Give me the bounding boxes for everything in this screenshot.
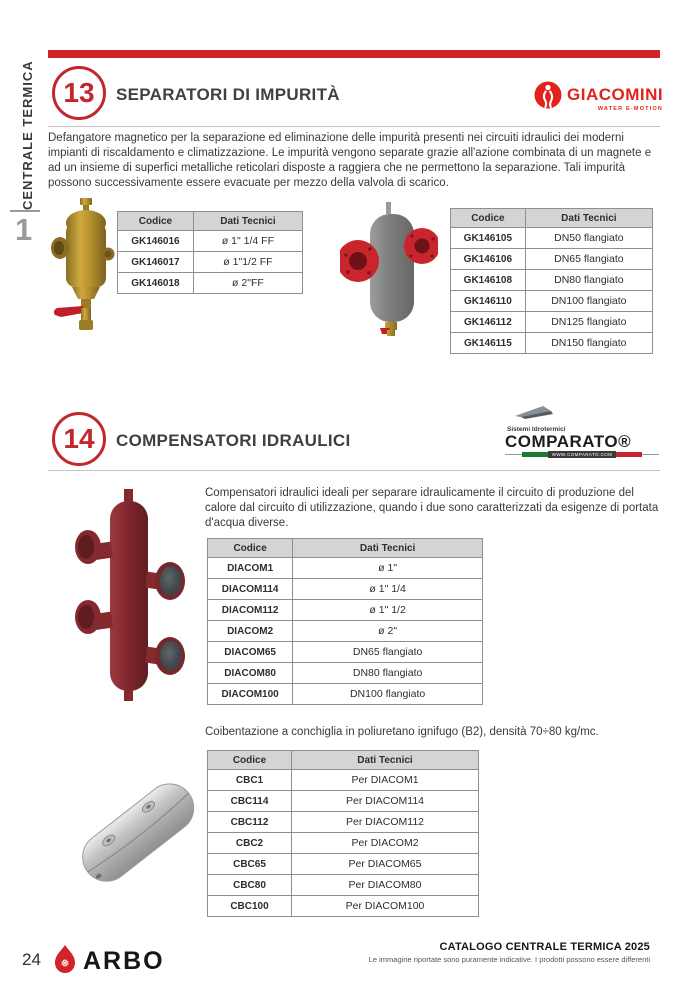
dati-tecnici-cell: ø 1" 1/4 FF — [193, 231, 302, 252]
dati-tecnici-cell: DN50 flangiato — [525, 228, 652, 249]
codice-cell: GK146115 — [451, 333, 526, 354]
codice-cell: CBC114 — [208, 791, 292, 812]
table-row — [208, 558, 483, 579]
giacomini-name: GIACOMINI — [567, 85, 664, 104]
arbo-logo — [52, 944, 165, 979]
codice-cell: CBC2 — [208, 833, 292, 854]
section-13-description: Defangatore magnetico per la separazione ed eliminazione delle impurità presenti nei circuiti idraulici dei moderni impianti di riscaldamento e climatizzazione. Le impurità vengono separate grazie all'azione combinata di un magnete e ad un insieme di superfici metalliche reticolari disposte a raggiera che ne permettono la separazione. Tali impurità possono successivamente essere evacuate per mezzo della valvola di scarico. — [48, 132, 652, 189]
dati-tecnici-cell: Per DIACOM114 — [292, 791, 479, 812]
footer-info — [340, 941, 650, 964]
dati-tecnici-cell: Per DIACOM2 — [292, 833, 479, 854]
svg-text:❅: ❅ — [60, 958, 70, 970]
stripe-red — [616, 452, 642, 457]
stripe-line-left — [505, 454, 522, 455]
codice-cell: CBC100 — [208, 896, 292, 917]
dati-tecnici-cell: ø 1" 1/4 — [293, 579, 483, 600]
section-14-title: COMPENSATORI IDRAULICI — [116, 431, 351, 450]
codice-cell: GK146018 — [118, 273, 194, 294]
dati-tecnici-cell: DN125 flangiato — [525, 312, 652, 333]
table-row — [208, 642, 483, 663]
dati-tecnici-cell: ø 1"1/2 FF — [193, 252, 302, 273]
catalog-title: CATALOGO CENTRALE TERMICA 2025 — [439, 941, 650, 953]
codice-cell: DIACOM112 — [208, 600, 293, 621]
section-13-divider — [48, 126, 660, 127]
section-14-divider — [48, 470, 660, 471]
comparato-logo — [505, 405, 659, 458]
comparato-name: COMPARATO® — [505, 432, 632, 451]
table-row — [208, 621, 483, 642]
codice-cell: DIACOM2 — [208, 621, 293, 642]
product-image-flanged-separator — [340, 198, 438, 341]
column-header: Dati Tecnici — [525, 209, 652, 228]
column-header: Dati Tecnici — [292, 751, 479, 770]
section-13-title: SEPARATORI DI IMPURITÀ — [116, 85, 340, 104]
table-row — [208, 875, 479, 896]
giacomini-logo — [533, 80, 664, 117]
dati-tecnici-cell: Per DIACOM80 — [292, 875, 479, 896]
table-cbc — [207, 750, 479, 917]
table-diacom — [207, 538, 483, 705]
table-row — [451, 291, 653, 312]
column-header: Dati Tecnici — [193, 212, 302, 231]
codice-cell: DIACOM65 — [208, 642, 293, 663]
codice-cell: GK146016 — [118, 231, 194, 252]
codice-cell: GK146110 — [451, 291, 526, 312]
codice-cell: GK146105 — [451, 228, 526, 249]
dati-tecnici-cell: DN100 flangiato — [293, 684, 483, 705]
dati-tecnici-cell: Per DIACOM112 — [292, 812, 479, 833]
comparato-flag-stripe — [505, 451, 659, 458]
table-row — [118, 252, 303, 273]
table-row — [208, 600, 483, 621]
table-header-row — [451, 209, 653, 228]
table-row — [451, 312, 653, 333]
comparato-pretitle: Sistemi Idrotermici — [507, 426, 566, 433]
table-separators-flanged — [450, 208, 653, 354]
codice-cell: DIACOM114 — [208, 579, 293, 600]
codice-cell: DIACOM100 — [208, 684, 293, 705]
table-header-row — [118, 212, 303, 231]
dati-tecnici-cell: ø 1" 1/2 — [293, 600, 483, 621]
table-separators-threaded — [117, 211, 303, 294]
column-header: Codice — [208, 539, 293, 558]
codice-cell: CBC112 — [208, 812, 292, 833]
codice-cell: GK146108 — [451, 270, 526, 291]
codice-cell: GK146106 — [451, 249, 526, 270]
codice-cell: DIACOM1 — [208, 558, 293, 579]
dati-tecnici-cell: Per DIACOM1 — [292, 770, 479, 791]
table-header-row — [208, 751, 479, 770]
dati-tecnici-cell: Per DIACOM100 — [292, 896, 479, 917]
dati-tecnici-cell: DN80 flangiato — [293, 663, 483, 684]
dati-tecnici-cell: DN65 flangiato — [293, 642, 483, 663]
table-row — [451, 333, 653, 354]
giacomini-mark-icon — [533, 80, 563, 117]
sidebar-chapter-label: CENTRALE TERMICA — [20, 60, 35, 210]
codice-cell: DIACOM80 — [208, 663, 293, 684]
table-row — [118, 273, 303, 294]
dati-tecnici-cell: DN150 flangiato — [525, 333, 652, 354]
dati-tecnici-cell: ø 2" — [293, 621, 483, 642]
codice-cell: CBC1 — [208, 770, 292, 791]
dati-tecnici-cell: DN100 flangiato — [525, 291, 652, 312]
product-image-hydraulic-compensator — [58, 485, 200, 712]
column-header: Codice — [451, 209, 526, 228]
dati-tecnici-cell: ø 2"FF — [193, 273, 302, 294]
giacomini-wordmark — [567, 85, 663, 112]
table-row — [208, 663, 483, 684]
table-row — [208, 684, 483, 705]
column-header: Dati Tecnici — [293, 539, 483, 558]
table-row — [208, 833, 479, 854]
dati-tecnici-cell: Per DIACOM65 — [292, 854, 479, 875]
product-image-insulation-shell — [66, 752, 206, 919]
codice-cell: GK146112 — [451, 312, 526, 333]
page-number: 24 — [22, 950, 41, 969]
section-14-number-badge: 14 — [52, 412, 106, 466]
column-header: Codice — [118, 212, 194, 231]
comparato-website: WWW.COMPARATO.COM — [548, 451, 617, 458]
codice-cell: CBC80 — [208, 875, 292, 896]
dati-tecnici-cell: DN65 flangiato — [525, 249, 652, 270]
top-red-bar — [48, 50, 660, 58]
table-row — [208, 770, 479, 791]
codice-cell: CBC65 — [208, 854, 292, 875]
section-14-description: Compensatori idraulici ideali per separare idraulicamente il circuito di produzione del calore dal circuito di utilizzazione, quando i due sono caratterizzati da esigenze di portata d'acqua diverse. — [205, 487, 659, 529]
table-row — [208, 579, 483, 600]
stripe-line-right — [642, 454, 659, 455]
table-row — [451, 228, 653, 249]
table-row — [208, 812, 479, 833]
codice-cell: GK146017 — [118, 252, 194, 273]
footer-disclaimer: Le immagine riportate sono puramente indicative. I prodotti possono essere differenti — [368, 955, 650, 964]
product-image-brass-separator — [48, 196, 124, 339]
comparato-swoosh-icon — [511, 405, 659, 425]
table-row — [451, 270, 653, 291]
table-row — [208, 854, 479, 875]
section-13-number-badge: 13 — [52, 66, 106, 120]
sidebar-chapter-number: 1 — [15, 212, 33, 247]
table-header-row — [208, 539, 483, 558]
flame-icon — [52, 944, 78, 979]
dati-tecnici-cell: DN80 flangiato — [525, 270, 652, 291]
insulation-note: Coibentazione a conchiglia in poliuretano ignifugo (B2), densità 70÷80 kg/mc. — [205, 726, 599, 738]
table-row — [208, 791, 479, 812]
column-header: Codice — [208, 751, 292, 770]
table-row — [118, 231, 303, 252]
dati-tecnici-cell: ø 1" — [293, 558, 483, 579]
table-row — [208, 896, 479, 917]
stripe-green — [522, 452, 548, 457]
giacomini-tagline: WATER E-MOTION — [597, 106, 664, 112]
table-row — [451, 249, 653, 270]
arbo-wordmark: ARBO — [83, 947, 165, 975]
